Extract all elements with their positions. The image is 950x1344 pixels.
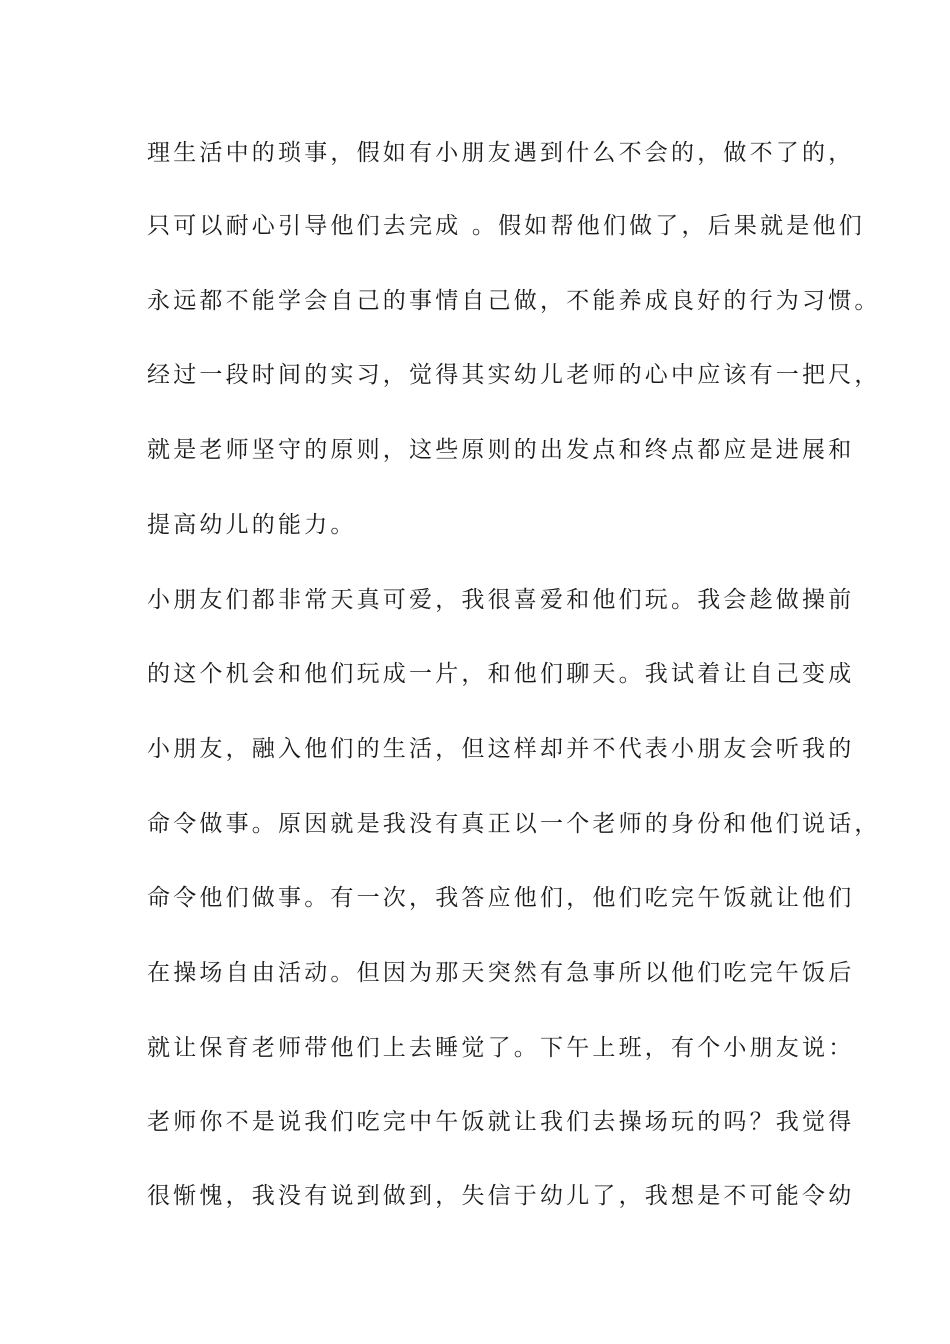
text-line: 命令他们做事。有一次，我答应他们，他们吃完午饭就让他们 — [147, 885, 855, 911]
text-line: 经过一段时间的实习，觉得其实幼儿老师的心中应该有一把尺， — [147, 362, 881, 388]
text-line: 就让保育老师带他们上去睡觉了。下午上班，有个小朋友说： — [147, 1035, 855, 1061]
text-line: 老师你不是说我们吃完中午饭就让我们去操场玩的吗？我觉得 — [147, 1109, 855, 1135]
text-line: 命令做事。原因就是我没有真正以一个老师的身份和他们说话， — [147, 811, 881, 837]
text-line: 小朋友们都非常天真可爱，我很喜爱和他们玩。我会趁做操前 — [147, 587, 855, 613]
text-line: 的这个机会和他们玩成一片，和他们聊天。我试着让自己变成 — [147, 661, 855, 687]
text-line: 永远都不能学会自己的事情自己做，不能养成良好的行为习惯。 — [147, 288, 881, 314]
text-line: 就是老师坚守的原则，这些原则的出发点和终点都应是进展和 — [147, 437, 855, 463]
text-line: 只可以耐心引导他们去完成 。假如帮他们做了，后果就是他们 — [147, 213, 865, 239]
text-line: 小朋友，融入他们的生活，但这样却并不代表小朋友会听我的 — [147, 736, 855, 762]
text-line: 提高幼儿的能力。 — [147, 512, 357, 538]
text-line: 在操场自由活动。但因为那天突然有急事所以他们吃完午饭后 — [147, 960, 855, 986]
text-line: 很惭愧，我没有说到做到，失信于幼儿了，我想是不可能令幼 — [147, 1183, 855, 1209]
text-line: 理生活中的琐事，假如有小朋友遇到什么不会的，做不了的， — [147, 140, 855, 166]
